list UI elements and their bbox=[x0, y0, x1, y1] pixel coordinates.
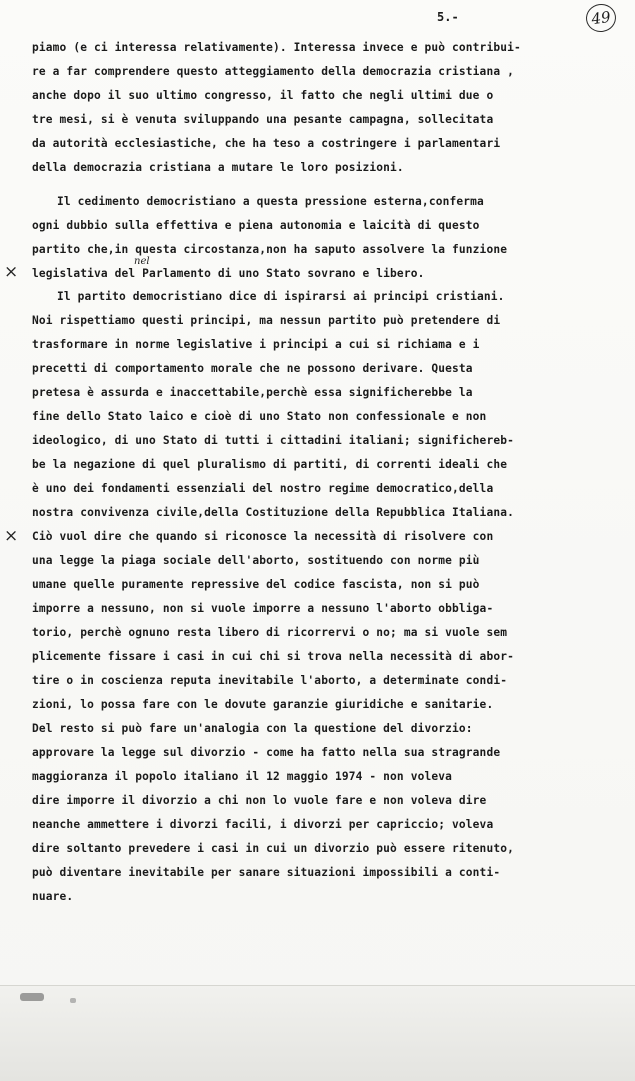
text-line: pretesa è assurda e inaccettabile,perchè essa significherebbe la bbox=[32, 386, 473, 399]
text-line: re a far comprendere questo atteggiamento della democrazia cristiana , bbox=[32, 65, 514, 78]
text-line: è uno dei fondamenti essenziali del nostro regime democratico,della bbox=[32, 482, 494, 495]
text-line: nostra convivenza civile,della Costituzione della Repubblica Italiana. bbox=[32, 506, 514, 519]
margin-cross-mark-2: × bbox=[4, 526, 19, 546]
text-line: ideologico, di uno Stato di tutti i cittadini italiani; significhereb- bbox=[32, 434, 514, 447]
text-line: umane quelle puramente repressive del codice fascista, non si può bbox=[32, 578, 480, 591]
text-line: torio, perchè ognuno resta libero di ricorrervi o no; ma si vuole sem bbox=[32, 626, 508, 639]
scan-bottom-edge bbox=[0, 985, 635, 1081]
text-line: anche dopo il suo ultimo congresso, il fatto che negli ultimi due o bbox=[32, 89, 494, 102]
text-line: precetti di comportamento morale che ne possono derivare. Questa bbox=[32, 362, 473, 375]
text-line: fine dello Stato laico e cioè di uno Stato non confessionale e non bbox=[32, 410, 487, 423]
text-line: trasformare in norme legislative i principi a cui si richiama e i bbox=[32, 338, 480, 351]
text-line: tre mesi, si è venuta sviluppando una pesante campagna, sollecitata bbox=[32, 113, 494, 126]
text-line: Del resto si può fare un'analogia con la questione del divorzio: bbox=[32, 722, 473, 735]
text-line: be la negazione di quel pluralismo di partiti, di correnti ideali che bbox=[32, 458, 508, 471]
text-line: Noi rispettiamo questi principi, ma nessun partito può pretendere di bbox=[32, 314, 501, 327]
text-line: approvare la legge sul divorzio - come ha fatto nella sua stragrande bbox=[32, 746, 501, 759]
ink-smudge bbox=[70, 998, 76, 1003]
text-line: ogni dubbio sulla effettiva e piena autonomia e laicità di questo bbox=[32, 219, 480, 232]
text-line: maggioranza il popolo italiano il 12 maggio 1974 - non voleva bbox=[32, 770, 453, 783]
text-line: piamo (e ci interessa relativamente). Interessa invece e può contribui- bbox=[32, 41, 521, 54]
text-line: partito che,in questa circostanza,non ha saputo assolvere la funzione bbox=[32, 243, 508, 256]
text-line: nuare. bbox=[32, 890, 74, 903]
text-line: neanche ammettere i divorzi facili, i divorzi per capriccio; voleva bbox=[32, 818, 494, 831]
text-line: dire imporre il divorzio a chi non lo vuole fare e non voleva dire bbox=[32, 794, 487, 807]
handwritten-insertion: nel bbox=[134, 256, 150, 267]
page-number: 5.- bbox=[437, 10, 459, 24]
text-line: dire soltanto prevedere i casi in cui un divorzio può essere ritenuto, bbox=[32, 842, 514, 855]
text-line: tire o in coscienza reputa inevitabile l'aborto, a determinate condi- bbox=[32, 674, 508, 687]
ink-smudge bbox=[20, 993, 44, 1001]
text-line: plicemente fissare i casi in cui chi si trova nella necessità di abor- bbox=[32, 650, 514, 663]
text-line: imporre a nessuno, non si vuole imporre a nessuno l'aborto obbliga- bbox=[32, 602, 494, 615]
text-line: Il partito democristiano dice di ispirarsi ai principi cristiani. bbox=[57, 290, 505, 303]
text-line: zioni, lo possa fare con le dovute garanzie giuridiche e sanitarie. bbox=[32, 698, 494, 711]
text-line: Ciò vuol dire che quando si riconosce la necessità di risolvere con bbox=[32, 530, 494, 543]
text-line: da autorità ecclesiastiche, che ha teso a costringere i parlamentari bbox=[32, 137, 501, 150]
text-line: legislativa del Parlamento di uno Stato sovrano e libero. bbox=[32, 267, 425, 280]
text-line: può diventare inevitabile per sanare situazioni impossibili a conti- bbox=[32, 866, 501, 879]
text-line: Il cedimento democristiano a questa pressione esterna,conferma bbox=[57, 195, 484, 208]
text-line: una legge la piaga sociale dell'aborto, sostituendo con norme più bbox=[32, 554, 480, 567]
margin-cross-mark-1: × bbox=[4, 262, 19, 282]
text-line: della democrazia cristiana a mutare le loro posizioni. bbox=[32, 161, 404, 174]
folio-number-handwritten: 49 bbox=[584, 2, 618, 34]
